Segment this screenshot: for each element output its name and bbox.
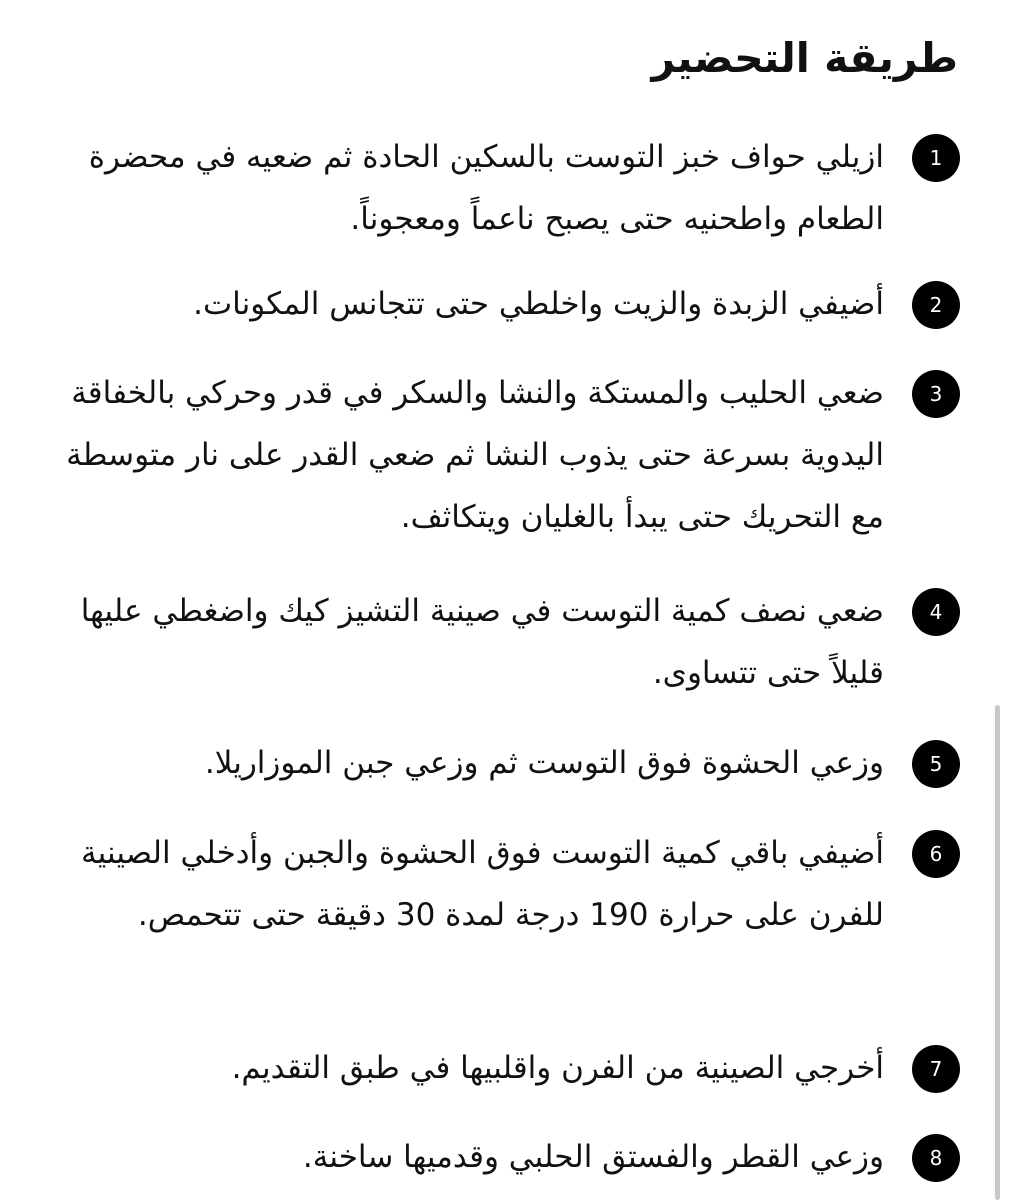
step-item: [50, 362, 960, 548]
step-text: ضعي الحليب والمستكة والنشا والسكر في قدر وحركي بالخفاقة اليدوية بسرعة حتى يذوب النشا ثم ضعي القدر على نار متوسطة مع التحريك حتى يبدأ بالغليان ويتكاثف.: [66, 375, 884, 535]
step-number-badge: 8: [912, 1134, 960, 1182]
step-number-badge: 2: [912, 281, 960, 329]
step-item: [50, 580, 960, 704]
step-item: [50, 1037, 960, 1099]
step-number-badge: 7: [912, 1045, 960, 1093]
step-item: [50, 732, 960, 794]
step-text: ضعي نصف كمية التوست في صينية التشيز كيك واضغطي عليها قليلاً حتى تتساوى.: [80, 593, 884, 691]
step-item: [50, 126, 960, 250]
step-item: [50, 822, 960, 946]
step-text: أخرجي الصينية من الفرن واقلبيها في طبق التقديم.: [231, 1050, 884, 1086]
step-number-badge: 3: [912, 370, 960, 418]
step-number-badge: 1: [912, 134, 960, 182]
scrollbar-thumb[interactable]: [995, 705, 1000, 1200]
section-title: طريقة التحضير: [651, 34, 958, 82]
step-item: [50, 273, 960, 335]
step-number-badge: 5: [912, 740, 960, 788]
step-item: [50, 1126, 960, 1188]
step-number-badge: 4: [912, 588, 960, 636]
step-text: وزعي الحشوة فوق التوست ثم وزعي جبن الموزاريلا.: [204, 745, 884, 781]
step-number-badge: 6: [912, 830, 960, 878]
step-text: أضيفي الزبدة والزيت واخلطي حتى تتجانس المكونات.: [193, 286, 884, 322]
step-text: وزعي القطر والفستق الحلبي وقدميها ساخنة.: [302, 1139, 884, 1175]
step-text: ازيلي حواف خبز التوست بالسكين الحادة ثم ضعيه في محضرة الطعام واطحنيه حتى يصبح ناعماً ومعجوناً.: [88, 139, 884, 237]
step-text: أضيفي باقي كمية التوست فوق الحشوة والجبن وأدخلي الصينية للفرن على حرارة 190 درجة لمدة 30 دقيقة حتى تتحمص.: [80, 835, 884, 933]
